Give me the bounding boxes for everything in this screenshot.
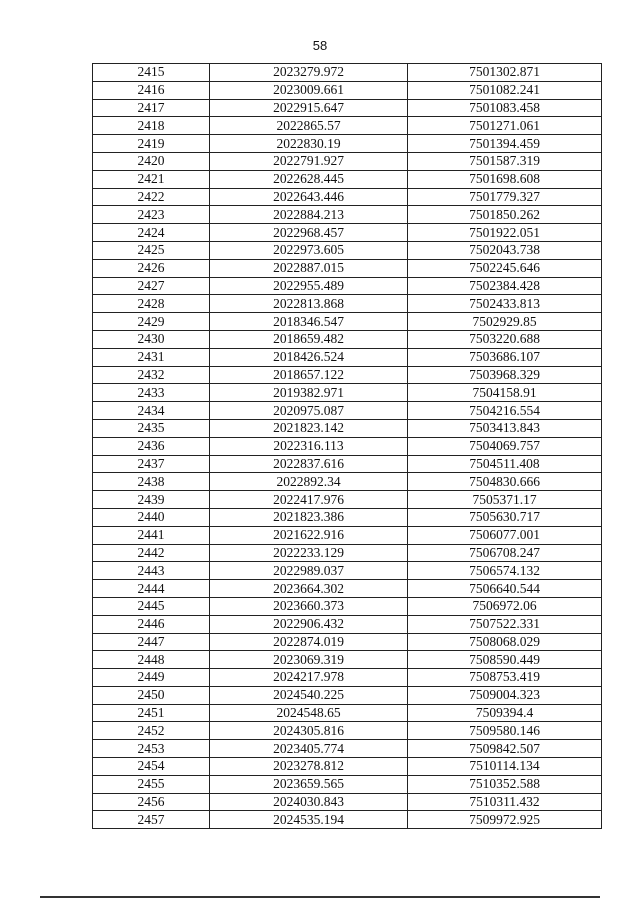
y-coordinate-cell: 7506574.132	[408, 562, 602, 580]
coordinates-table	[92, 63, 602, 829]
point-number-cell: 2437	[93, 455, 210, 473]
y-coordinate-cell: 7502433.813	[408, 295, 602, 313]
table-row	[93, 455, 602, 473]
point-number-cell: 2429	[93, 313, 210, 331]
y-coordinate-cell: 7504830.666	[408, 473, 602, 491]
point-number-cell: 2419	[93, 135, 210, 153]
y-coordinate-cell: 7502929.85	[408, 313, 602, 331]
table-row	[93, 419, 602, 437]
table-row	[93, 170, 602, 188]
table-row	[93, 402, 602, 420]
x-coordinate-cell: 2022906.432	[210, 615, 408, 633]
table-row	[93, 526, 602, 544]
point-number-cell: 2423	[93, 206, 210, 224]
table-row	[93, 491, 602, 509]
x-coordinate-cell: 2024540.225	[210, 686, 408, 704]
table-row	[93, 437, 602, 455]
x-coordinate-cell: 2022643.446	[210, 188, 408, 206]
x-coordinate-cell: 2023069.319	[210, 651, 408, 669]
y-coordinate-cell: 7508590.449	[408, 651, 602, 669]
point-number-cell: 2422	[93, 188, 210, 206]
x-coordinate-cell: 2022316.113	[210, 437, 408, 455]
x-coordinate-cell: 2024305.816	[210, 722, 408, 740]
x-coordinate-cell: 2022837.616	[210, 455, 408, 473]
x-coordinate-cell: 2022887.015	[210, 259, 408, 277]
y-coordinate-cell: 7503220.688	[408, 330, 602, 348]
point-number-cell: 2456	[93, 793, 210, 811]
x-coordinate-cell: 2022874.019	[210, 633, 408, 651]
point-number-cell: 2426	[93, 259, 210, 277]
y-coordinate-cell: 7501922.051	[408, 224, 602, 242]
x-coordinate-cell: 2022791.927	[210, 152, 408, 170]
y-coordinate-cell: 7501083.458	[408, 99, 602, 117]
y-coordinate-cell: 7502043.738	[408, 241, 602, 259]
y-coordinate-cell: 7510114.134	[408, 758, 602, 776]
y-coordinate-cell: 7508068.029	[408, 633, 602, 651]
y-coordinate-cell: 7501271.061	[408, 117, 602, 135]
point-number-cell: 2427	[93, 277, 210, 295]
point-number-cell: 2450	[93, 686, 210, 704]
point-number-cell: 2416	[93, 81, 210, 99]
x-coordinate-cell: 2021823.386	[210, 508, 408, 526]
y-coordinate-cell: 7507522.331	[408, 615, 602, 633]
y-coordinate-cell: 7504216.554	[408, 402, 602, 420]
point-number-cell: 2433	[93, 384, 210, 402]
table-row	[93, 313, 602, 331]
table-row	[93, 206, 602, 224]
point-number-cell: 2442	[93, 544, 210, 562]
y-coordinate-cell: 7505630.717	[408, 508, 602, 526]
point-number-cell: 2434	[93, 402, 210, 420]
x-coordinate-cell: 2022892.34	[210, 473, 408, 491]
table-row	[93, 224, 602, 242]
table-row	[93, 811, 602, 829]
x-coordinate-cell: 2024548.65	[210, 704, 408, 722]
y-coordinate-cell: 7501082.241	[408, 81, 602, 99]
y-coordinate-cell: 7510352.588	[408, 775, 602, 793]
point-number-cell: 2430	[93, 330, 210, 348]
point-number-cell: 2421	[93, 170, 210, 188]
y-coordinate-cell: 7503968.329	[408, 366, 602, 384]
table-row	[93, 348, 602, 366]
y-coordinate-cell: 7501302.871	[408, 64, 602, 82]
x-coordinate-cell: 2018346.547	[210, 313, 408, 331]
point-number-cell: 2440	[93, 508, 210, 526]
point-number-cell: 2446	[93, 615, 210, 633]
point-number-cell: 2453	[93, 740, 210, 758]
point-number-cell: 2452	[93, 722, 210, 740]
point-number-cell: 2448	[93, 651, 210, 669]
x-coordinate-cell: 2020975.087	[210, 402, 408, 420]
table-row	[93, 669, 602, 687]
table-row	[93, 686, 602, 704]
y-coordinate-cell: 7502245.646	[408, 259, 602, 277]
table-row	[93, 135, 602, 153]
table-row	[93, 241, 602, 259]
table-row	[93, 64, 602, 82]
footer-divider	[40, 896, 600, 898]
table-row	[93, 704, 602, 722]
table-row	[93, 740, 602, 758]
table-row	[93, 277, 602, 295]
point-number-cell: 2420	[93, 152, 210, 170]
y-coordinate-cell: 7503686.107	[408, 348, 602, 366]
point-number-cell: 2449	[93, 669, 210, 687]
coordinates-table-body	[93, 64, 602, 829]
point-number-cell: 2432	[93, 366, 210, 384]
x-coordinate-cell: 2021823.142	[210, 419, 408, 437]
point-number-cell: 2439	[93, 491, 210, 509]
y-coordinate-cell: 7501587.319	[408, 152, 602, 170]
x-coordinate-cell: 2022628.445	[210, 170, 408, 188]
y-coordinate-cell: 7510311.432	[408, 793, 602, 811]
x-coordinate-cell: 2024030.843	[210, 793, 408, 811]
table-row	[93, 651, 602, 669]
x-coordinate-cell: 2022915.647	[210, 99, 408, 117]
page-number: 58	[312, 38, 328, 53]
y-coordinate-cell: 7502384.428	[408, 277, 602, 295]
table-row	[93, 152, 602, 170]
x-coordinate-cell: 2018657.122	[210, 366, 408, 384]
table-row	[93, 544, 602, 562]
table-row	[93, 508, 602, 526]
point-number-cell: 2454	[93, 758, 210, 776]
y-coordinate-cell: 7504069.757	[408, 437, 602, 455]
x-coordinate-cell: 2021622.916	[210, 526, 408, 544]
table-row	[93, 295, 602, 313]
point-number-cell: 2417	[93, 99, 210, 117]
point-number-cell: 2424	[93, 224, 210, 242]
table-row	[93, 473, 602, 491]
table-row	[93, 775, 602, 793]
y-coordinate-cell: 7501850.262	[408, 206, 602, 224]
y-coordinate-cell: 7504511.408	[408, 455, 602, 473]
x-coordinate-cell: 2018659.482	[210, 330, 408, 348]
point-number-cell: 2457	[93, 811, 210, 829]
point-number-cell: 2447	[93, 633, 210, 651]
point-number-cell: 2455	[93, 775, 210, 793]
x-coordinate-cell: 2023279.972	[210, 64, 408, 82]
x-coordinate-cell: 2022973.605	[210, 241, 408, 259]
point-number-cell: 2435	[93, 419, 210, 437]
table-row	[93, 81, 602, 99]
x-coordinate-cell: 2023278.812	[210, 758, 408, 776]
x-coordinate-cell: 2022884.213	[210, 206, 408, 224]
x-coordinate-cell: 2022813.868	[210, 295, 408, 313]
table-row	[93, 615, 602, 633]
table-row	[93, 562, 602, 580]
point-number-cell: 2444	[93, 580, 210, 598]
table-row	[93, 259, 602, 277]
point-number-cell: 2451	[93, 704, 210, 722]
x-coordinate-cell: 2022865.57	[210, 117, 408, 135]
y-coordinate-cell: 7506972.06	[408, 597, 602, 615]
point-number-cell: 2418	[93, 117, 210, 135]
point-number-cell: 2431	[93, 348, 210, 366]
table-row	[93, 633, 602, 651]
x-coordinate-cell: 2023009.661	[210, 81, 408, 99]
table-row	[93, 793, 602, 811]
x-coordinate-cell: 2023660.373	[210, 597, 408, 615]
table-row	[93, 366, 602, 384]
table-row	[93, 597, 602, 615]
table-row	[93, 99, 602, 117]
y-coordinate-cell: 7503413.843	[408, 419, 602, 437]
point-number-cell: 2425	[93, 241, 210, 259]
table-row	[93, 580, 602, 598]
point-number-cell: 2445	[93, 597, 210, 615]
x-coordinate-cell: 2022955.489	[210, 277, 408, 295]
y-coordinate-cell: 7505371.17	[408, 491, 602, 509]
y-coordinate-cell: 7506077.001	[408, 526, 602, 544]
table-row	[93, 117, 602, 135]
y-coordinate-cell: 7509842.507	[408, 740, 602, 758]
y-coordinate-cell: 7501394.459	[408, 135, 602, 153]
x-coordinate-cell: 2022989.037	[210, 562, 408, 580]
point-number-cell: 2441	[93, 526, 210, 544]
x-coordinate-cell: 2022417.976	[210, 491, 408, 509]
y-coordinate-cell: 7506708.247	[408, 544, 602, 562]
table-row	[93, 330, 602, 348]
y-coordinate-cell: 7504158.91	[408, 384, 602, 402]
y-coordinate-cell: 7501779.327	[408, 188, 602, 206]
point-number-cell: 2436	[93, 437, 210, 455]
table-row	[93, 758, 602, 776]
x-coordinate-cell: 2023659.565	[210, 775, 408, 793]
point-number-cell: 2443	[93, 562, 210, 580]
y-coordinate-cell: 7509004.323	[408, 686, 602, 704]
x-coordinate-cell: 2019382.971	[210, 384, 408, 402]
x-coordinate-cell: 2018426.524	[210, 348, 408, 366]
y-coordinate-cell: 7501698.608	[408, 170, 602, 188]
x-coordinate-cell: 2022830.19	[210, 135, 408, 153]
point-number-cell: 2428	[93, 295, 210, 313]
y-coordinate-cell: 7509394.4	[408, 704, 602, 722]
x-coordinate-cell: 2022233.129	[210, 544, 408, 562]
table-row	[93, 188, 602, 206]
x-coordinate-cell: 2024217.978	[210, 669, 408, 687]
x-coordinate-cell: 2022968.457	[210, 224, 408, 242]
table-row	[93, 384, 602, 402]
y-coordinate-cell: 7509580.146	[408, 722, 602, 740]
x-coordinate-cell: 2023664.302	[210, 580, 408, 598]
x-coordinate-cell: 2023405.774	[210, 740, 408, 758]
y-coordinate-cell: 7509972.925	[408, 811, 602, 829]
y-coordinate-cell: 7506640.544	[408, 580, 602, 598]
point-number-cell: 2438	[93, 473, 210, 491]
x-coordinate-cell: 2024535.194	[210, 811, 408, 829]
y-coordinate-cell: 7508753.419	[408, 669, 602, 687]
point-number-cell: 2415	[93, 64, 210, 82]
table-row	[93, 722, 602, 740]
